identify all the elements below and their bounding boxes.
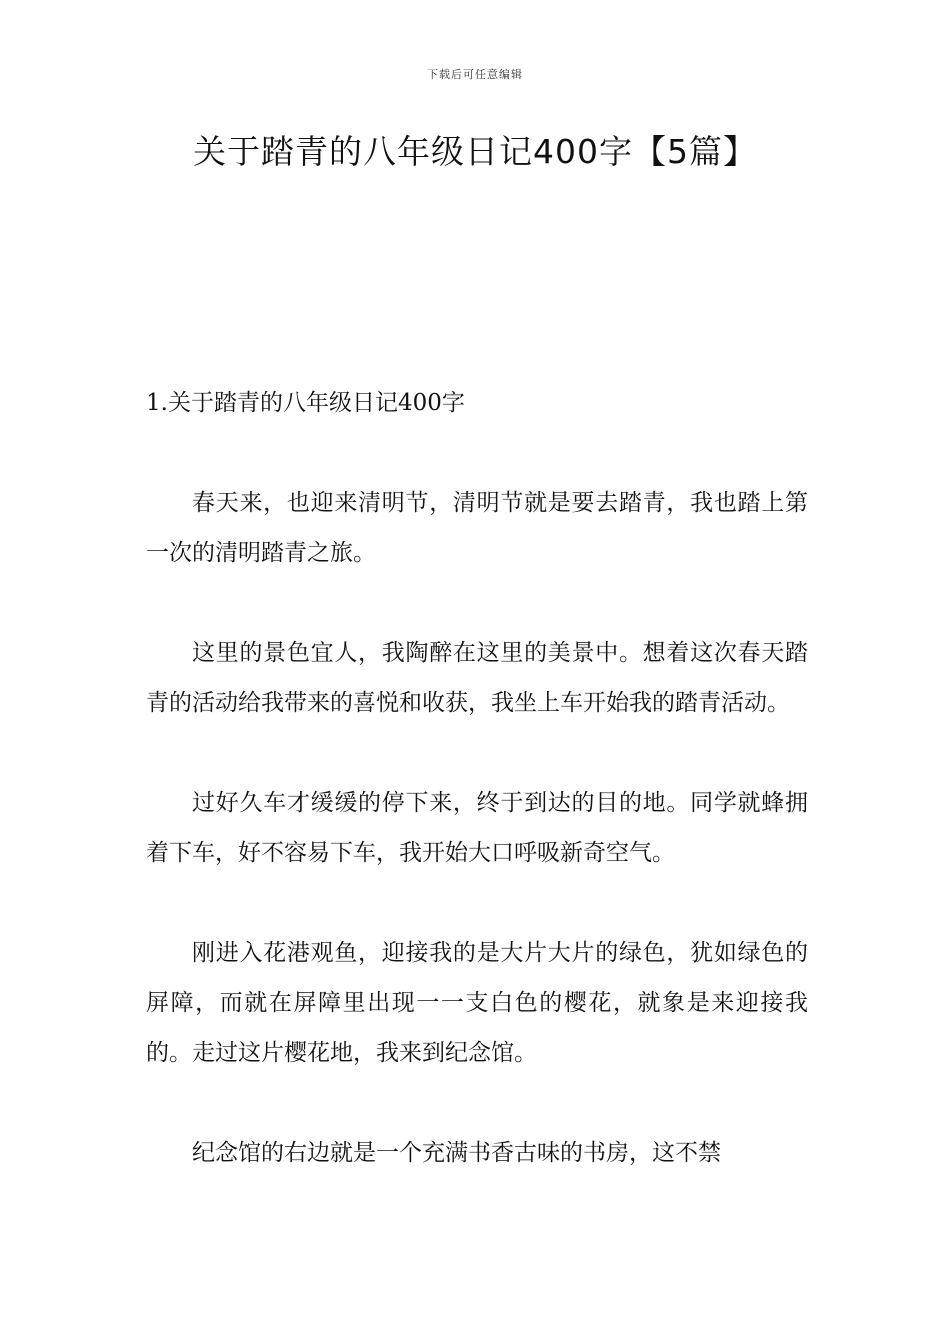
document-title: 关于踏青的八年级日记400字【5篇】: [193, 132, 757, 171]
download-note: 下载后可任意编辑: [427, 68, 523, 81]
paragraph-4: 刚进入花港观鱼，迎接我的是大片大片的绿色，犹如绿色的屏障，而就在屏障里出现一一支白色的樱花，就象是来迎接我的。走过这片樱花地，我来到纪念馆。: [146, 940, 808, 1066]
paragraph-5: 纪念馆的右边就是一个充满书香古味的书房，这不禁: [192, 1140, 721, 1166]
paragraph-3: 过好久车才缓缓的停下来，终于到达的目的地。同学就蜂拥着下车，好不容易下车，我开始大口呼吸新奇空气。: [146, 790, 808, 866]
paragraph-2: 这里的景色宜人，我陶醉在这里的美景中。想着这次春天踏青的活动给我带来的喜悦和收获，我坐上车开始我的踏青活动。: [146, 640, 808, 716]
section-heading: 1.关于踏青的八年级日记400字: [146, 390, 465, 416]
document-body: [146, 378, 808, 1228]
paragraph-1: 春天来，也迎来清明节，清明节就是要去踏青，我也踏上第一次的清明踏青之旅。: [146, 490, 808, 566]
